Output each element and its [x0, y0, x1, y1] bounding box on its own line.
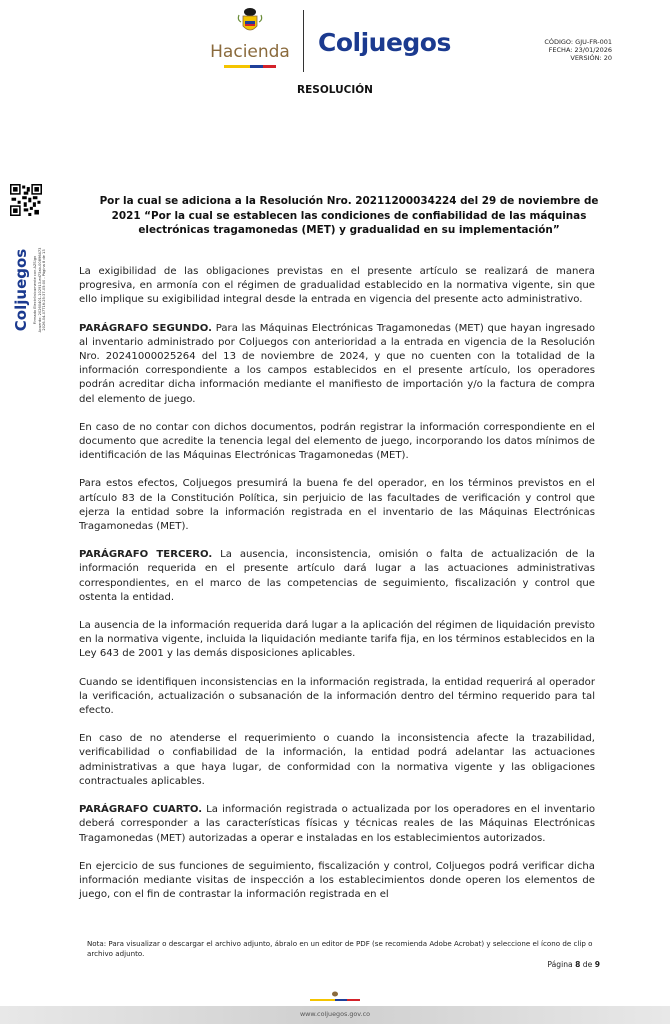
signature-line: Acuerdo: 20260401-102913-ed73ab-00896473	[37, 247, 42, 332]
signature-details	[33, 232, 47, 347]
paragraph-label: PARÁGRAFO CUARTO.	[79, 804, 203, 816]
sidebar-coljuegos-logo: Coljuegos	[12, 248, 30, 331]
document-code: CÓDIGO: GJU-FR-001	[544, 38, 612, 46]
document-body	[79, 265, 595, 916]
paragraph: Cuando se identifiquen inconsistencias en la información registrada, la entidad requerirá al operador la verificación, actualización o subsanación de la información dentro del término requerido para tal efecto.	[79, 676, 595, 717]
coat-of-arms-icon	[237, 6, 263, 36]
paragraph: La exigibilidad de las obligaciones previstas en el presente artículo se realizará de manera progresiva, en armonía con el régimen de gradualidad establecido en la normativa vigente, sin que ello implique su exigibilidad integral desde la entrada en vigencia del presente acto administrativo.	[79, 266, 595, 306]
hacienda-logo	[200, 6, 300, 74]
document-metadata	[544, 38, 612, 62]
paragraph: Para estos efectos, Coljuegos presumirá la buena fe del operador, en los términos previstos en el artículo 83 de la Constitución Política, sin perjuicio de las facultades de verificación y control que ejerza la entidad sobre la información registrada en el inventario de las Máquinas Electrónicas Tragamonedas (MET).	[79, 478, 595, 533]
attachment-note: Nota: Para visualizar o descargar el archivo adjunto, ábralo en un editor de PDF (se recomienda Adobe Acrobat) y seleccione el ícono de clip o archivo adjunto.	[87, 939, 593, 958]
document-version: VERSIÓN: 20	[570, 54, 612, 62]
resolution-heading: RESOLUCIÓN	[297, 84, 373, 96]
hacienda-wordmark: Hacienda	[210, 42, 290, 62]
paragraph: PARÁGRAFO TERCERO. La ausencia, inconsistencia, omisión o falta de actualización de la información requerida en el presente artículo dará lugar a las actuaciones administrativas correspondientes, en el marco de las competencias de seguimiento, fiscalización y control que ostenta la entidad.	[79, 549, 595, 603]
footer-website[interactable]: www.coljuegos.gov.co	[299, 1010, 371, 1018]
paragraph: En caso de no atenderse el requerimiento o cuando la inconsistencia afecte la trazabilidad, verificabilidad o confiabilidad de la información, la entidad podrá adelantar las actuaciones administrativas a que haya lugar, de conformidad con la normativa vigente y las obligaciones contractuales aplicables.	[79, 733, 595, 787]
paragraph: En caso de no contar con dichos documentos, podrán registrar la información correspondiente en el documento que acredite la tenencia legal del elemento de juego, incorporando los datos mínimos de identificación de las Máquinas Electrónicas Tragamonedas (MET).	[79, 421, 595, 462]
page-number: Página 8 de 9	[547, 960, 600, 969]
footer-emblem-icon	[300, 990, 370, 1004]
paragraph-label: PARÁGRAFO TERCERO.	[79, 549, 213, 561]
header-divider	[303, 10, 304, 72]
qr-code-icon	[10, 184, 42, 216]
paragraph: En ejercicio de sus funciones de seguimiento, fiscalización y control, Coljuegos podrá verificar dicha información mediante visitas de inspección a los establecimientos donde operen los elementos de juego, con el fin de contrastar la información registrada en el	[79, 860, 595, 901]
coljuegos-logo: Coljuegos	[318, 28, 451, 57]
paragraph-label: PARÁGRAFO SEGUNDO.	[79, 322, 212, 334]
signature-line: Firmado Electrónicamente con AZSign	[33, 255, 38, 324]
paragraph: PARÁGRAFO CUARTO. La información registrada o actualizada por los operadores en el inventario deberá corresponder a las características físicas y técnicas reales de las Máquinas Electrónicas Tragamonedas (MET) autorizadas a operar e instaladas en los establecimientos autorizados.	[79, 804, 595, 844]
signature-line: 2026-04-07T16:25:37-05:00 - Página 8 de 13	[42, 248, 47, 331]
paragraph: La ausencia de la información requerida dará lugar a la aplicación del régimen de liquidación previsto en la normativa vigente, incluida la liquidación mediante tarifa fija, en los términos establecidos en la Ley 643 de 2001 y las demás disposiciones aplicables.	[79, 620, 595, 660]
paragraph: PARÁGRAFO SEGUNDO. Para las Máquinas Electrónicas Tragamonedas (MET) que hayan ingresado al inventario administrado por Coljuegos con anterioridad a la entrada en vigencia de la Resolución Nro. 20241000025264 del 13 de noviembre de 2024, y que no cuenten con la totalidad de la información correspondiente a los campos establecidos en el presente artículo, los operadores podrán acreditar dicha información mediante el manifiesto de importación y/o la factura de compra del elemento de juego.	[79, 322, 595, 405]
flag-stripe	[224, 65, 276, 68]
document-date: FECHA: 23/01/2026	[548, 46, 612, 54]
resolution-title: Por la cual se adiciona a la Resolución Nro. 20211200034224 del 29 de noviembre de 2021 “Por la cual se establecen las condiciones de confiabilidad de las máquinas electrónicas tragamonedas (MET) y gradualidad en su implementación”	[99, 195, 599, 236]
